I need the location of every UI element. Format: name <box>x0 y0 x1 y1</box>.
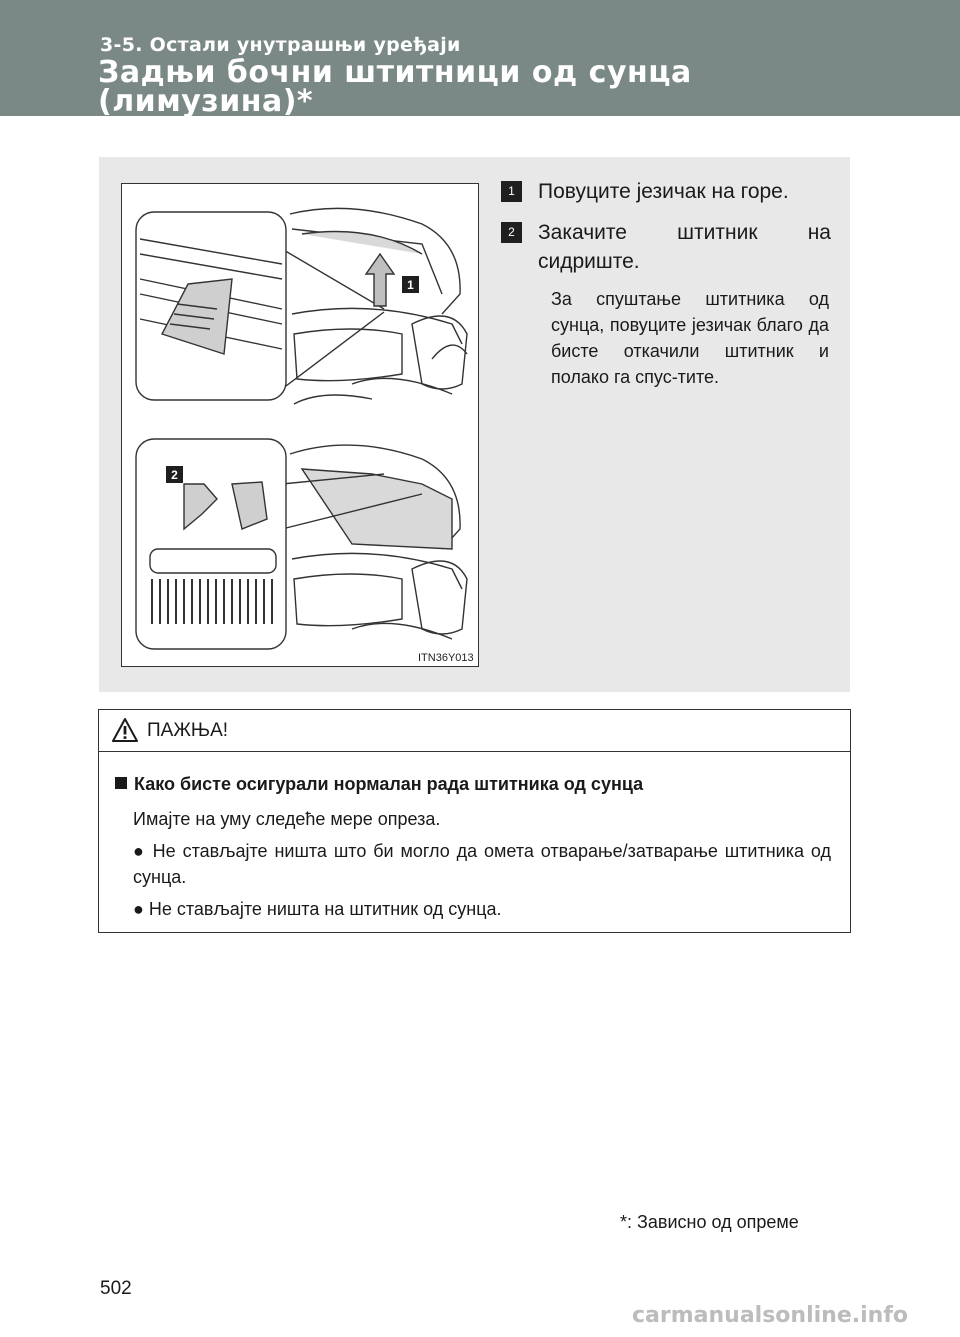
caution-intro: Имајте на уму следеће мере опреза. <box>133 809 441 829</box>
title-line-1: Задњи бочни штитници од сунца <box>98 55 692 90</box>
callout-label-1: 1 <box>407 278 414 292</box>
illustration <box>121 183 479 667</box>
page-header <box>0 0 960 119</box>
figure-code: ITN36Y013 <box>418 652 474 664</box>
title-line-2: (лимузина)* <box>98 84 314 119</box>
callout-label-2: 2 <box>171 468 178 482</box>
step-2 <box>501 218 831 282</box>
step-text-2: Закачите штитник на сидриште. <box>538 221 831 273</box>
page-number: 502 <box>100 1278 132 1299</box>
square-bullet-icon <box>115 777 127 789</box>
page-title <box>98 55 692 119</box>
section-label: 3-5. Остали унутрашњи уређаји <box>100 34 461 56</box>
sunshade-diagram <box>122 184 478 666</box>
caution-bullet-1: ● Не стављајте ништа што би могло да омета отварање/затварање штитника од сунца. <box>133 841 831 887</box>
caution-title <box>115 774 643 795</box>
caution-box <box>98 709 851 933</box>
step-number-2: 2 <box>501 222 522 243</box>
watermark: carmanualsonline.info <box>632 1303 908 1328</box>
release-note: За спуштање штитника од сунца, повуците језичак благо да бисте откачили штитник и полако га спус-тите. <box>551 289 829 387</box>
step-number-1: 1 <box>501 181 522 202</box>
caution-label: ПАЖЊА! <box>147 720 229 741</box>
step-text-1: Повуците језичак на горе. <box>538 180 789 203</box>
caution-header <box>99 710 850 752</box>
caution-title-text: Како бисте осигурали нормалан рада штитника од сунца <box>134 774 644 794</box>
warning-icon <box>111 717 139 743</box>
step-1 <box>501 177 831 217</box>
caution-bullet-2: ● Не стављајте ништа на штитник од сунца. <box>133 899 502 919</box>
footnote: *: Зависно од опреме <box>620 1212 799 1232</box>
